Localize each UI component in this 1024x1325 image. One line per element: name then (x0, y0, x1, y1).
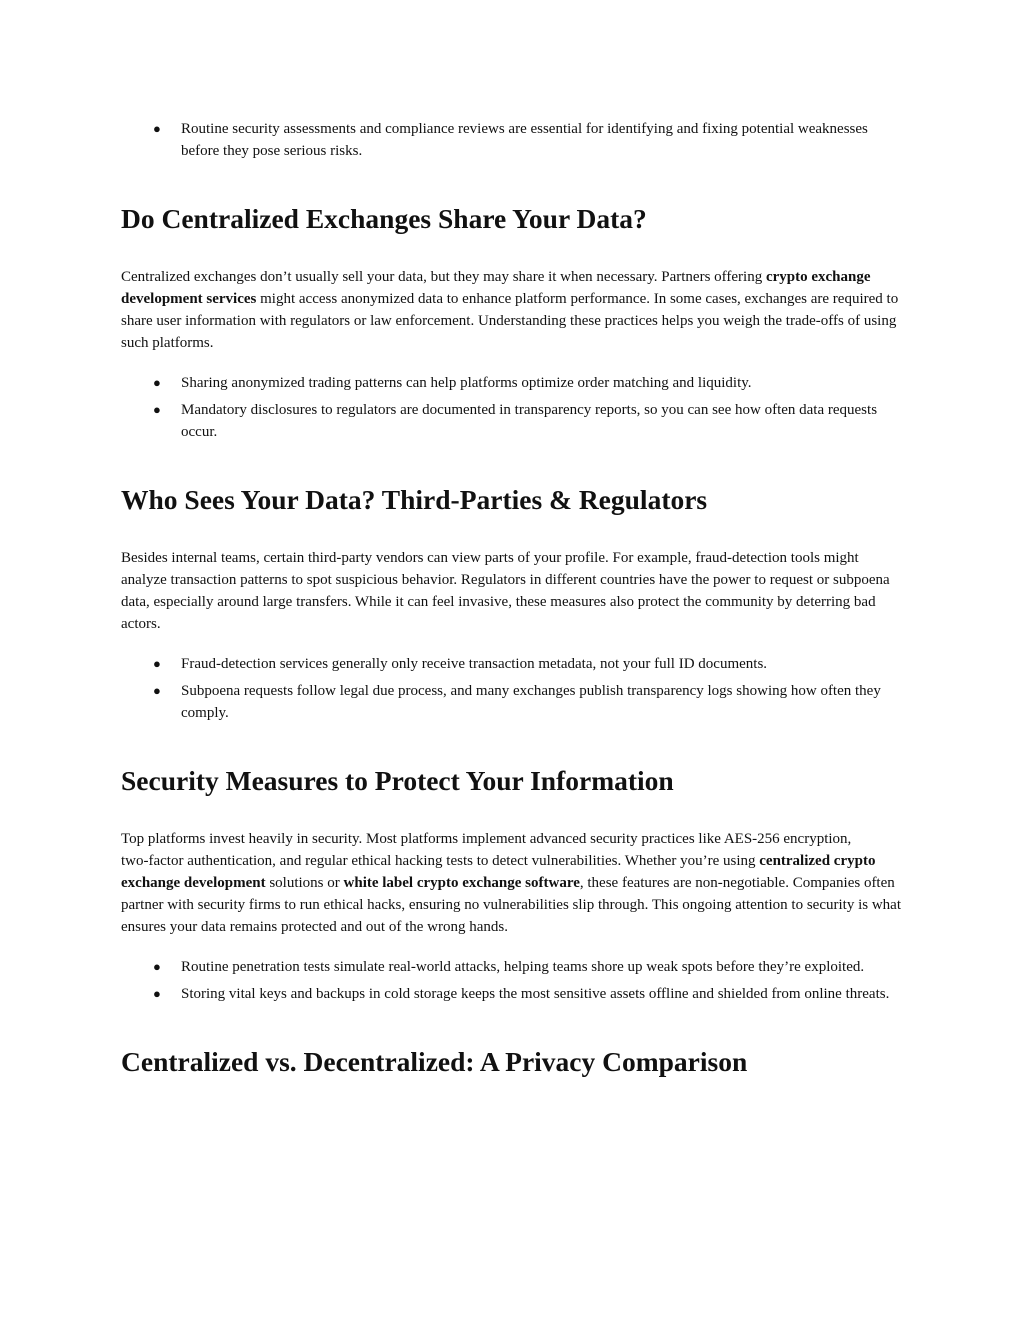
section-heading: Centralized vs. Decentralized: A Privacy Comparison (121, 1046, 748, 1077)
section-bullet-list (121, 372, 906, 443)
section-heading: Security Measures to Protect Your Information (121, 765, 674, 796)
section-bullet-list (121, 956, 906, 1005)
bold-phrase: crypto exchange development services (121, 269, 871, 307)
list-item: ● Routine security assessments and compliance reviews are essential for identifying and fixing potential weaknesses before they pose serious risks. (121, 118, 906, 162)
list-item: ● Subpoena requests follow legal due process, and many exchanges publish transparency logs showing how often they comply. (121, 680, 906, 724)
bold-phrase: white label crypto exchange software (343, 875, 580, 891)
bold-phrase: centralized crypto exchange development (121, 853, 876, 891)
list-item: ● Routine penetration tests simulate real‑world attacks, helping teams shore up weak spots before they’re exploited. (121, 956, 906, 978)
section-paragraph: Top platforms invest heavily in security. Most platforms implement advanced security practices like AES‑256 encryption, two‑factor authentication, and regular ethical hacking tests to detect vulnerabilities. Whether you’re using centralized crypto exchange development solutions or white label crypto exchange software, these features are non‑negotiable. Companies often partner with security firms to run ethical hacks, ensuring no vulnerabilities slip through. This ongoing attention to security is what ensures your data remains protected and out of the wrong hands. (121, 831, 901, 935)
list-item: ● Mandatory disclosures to regulators are documented in transparency reports, so you can see how often data requests occur. (121, 399, 906, 443)
section-paragraph: Centralized exchanges don’t usually sell your data, but they may share it when necessary. Partners offering crypto exchange development services might access anonymized data to enhance platform performance. In some cases, exchanges are required to share user information with regulators or law enforcement. Understanding these practices helps you weigh the trade-offs of using such platforms. (121, 269, 899, 351)
section-bullet-list (121, 653, 906, 724)
section-paragraph: Besides internal teams, certain third‑party vendors can view parts of your profile. For example, fraud‑detection tools might analyze transaction patterns to spot suspicious behavior. Regulators in different countries have the power to request or subpoena data, especially around large transfers. While it can feel invasive, these measures also protect the community by deterring bad actors. (121, 550, 890, 632)
section-heading: Who Sees Your Data? Third‑Parties & Regulators (121, 484, 708, 515)
list-item: ● Fraud‑detection services generally only receive transaction metadata, not your full ID documents. (121, 653, 906, 675)
intro-bullet-list (121, 118, 906, 162)
section-heading: Do Centralized Exchanges Share Your Data? (121, 203, 647, 234)
document-page (121, 118, 906, 1079)
list-item: ● Storing vital keys and backups in cold storage keeps the most sensitive assets offline and shielded from online threats. (121, 983, 906, 1005)
list-item: ● Sharing anonymized trading patterns can help platforms optimize order matching and liquidity. (121, 372, 906, 394)
